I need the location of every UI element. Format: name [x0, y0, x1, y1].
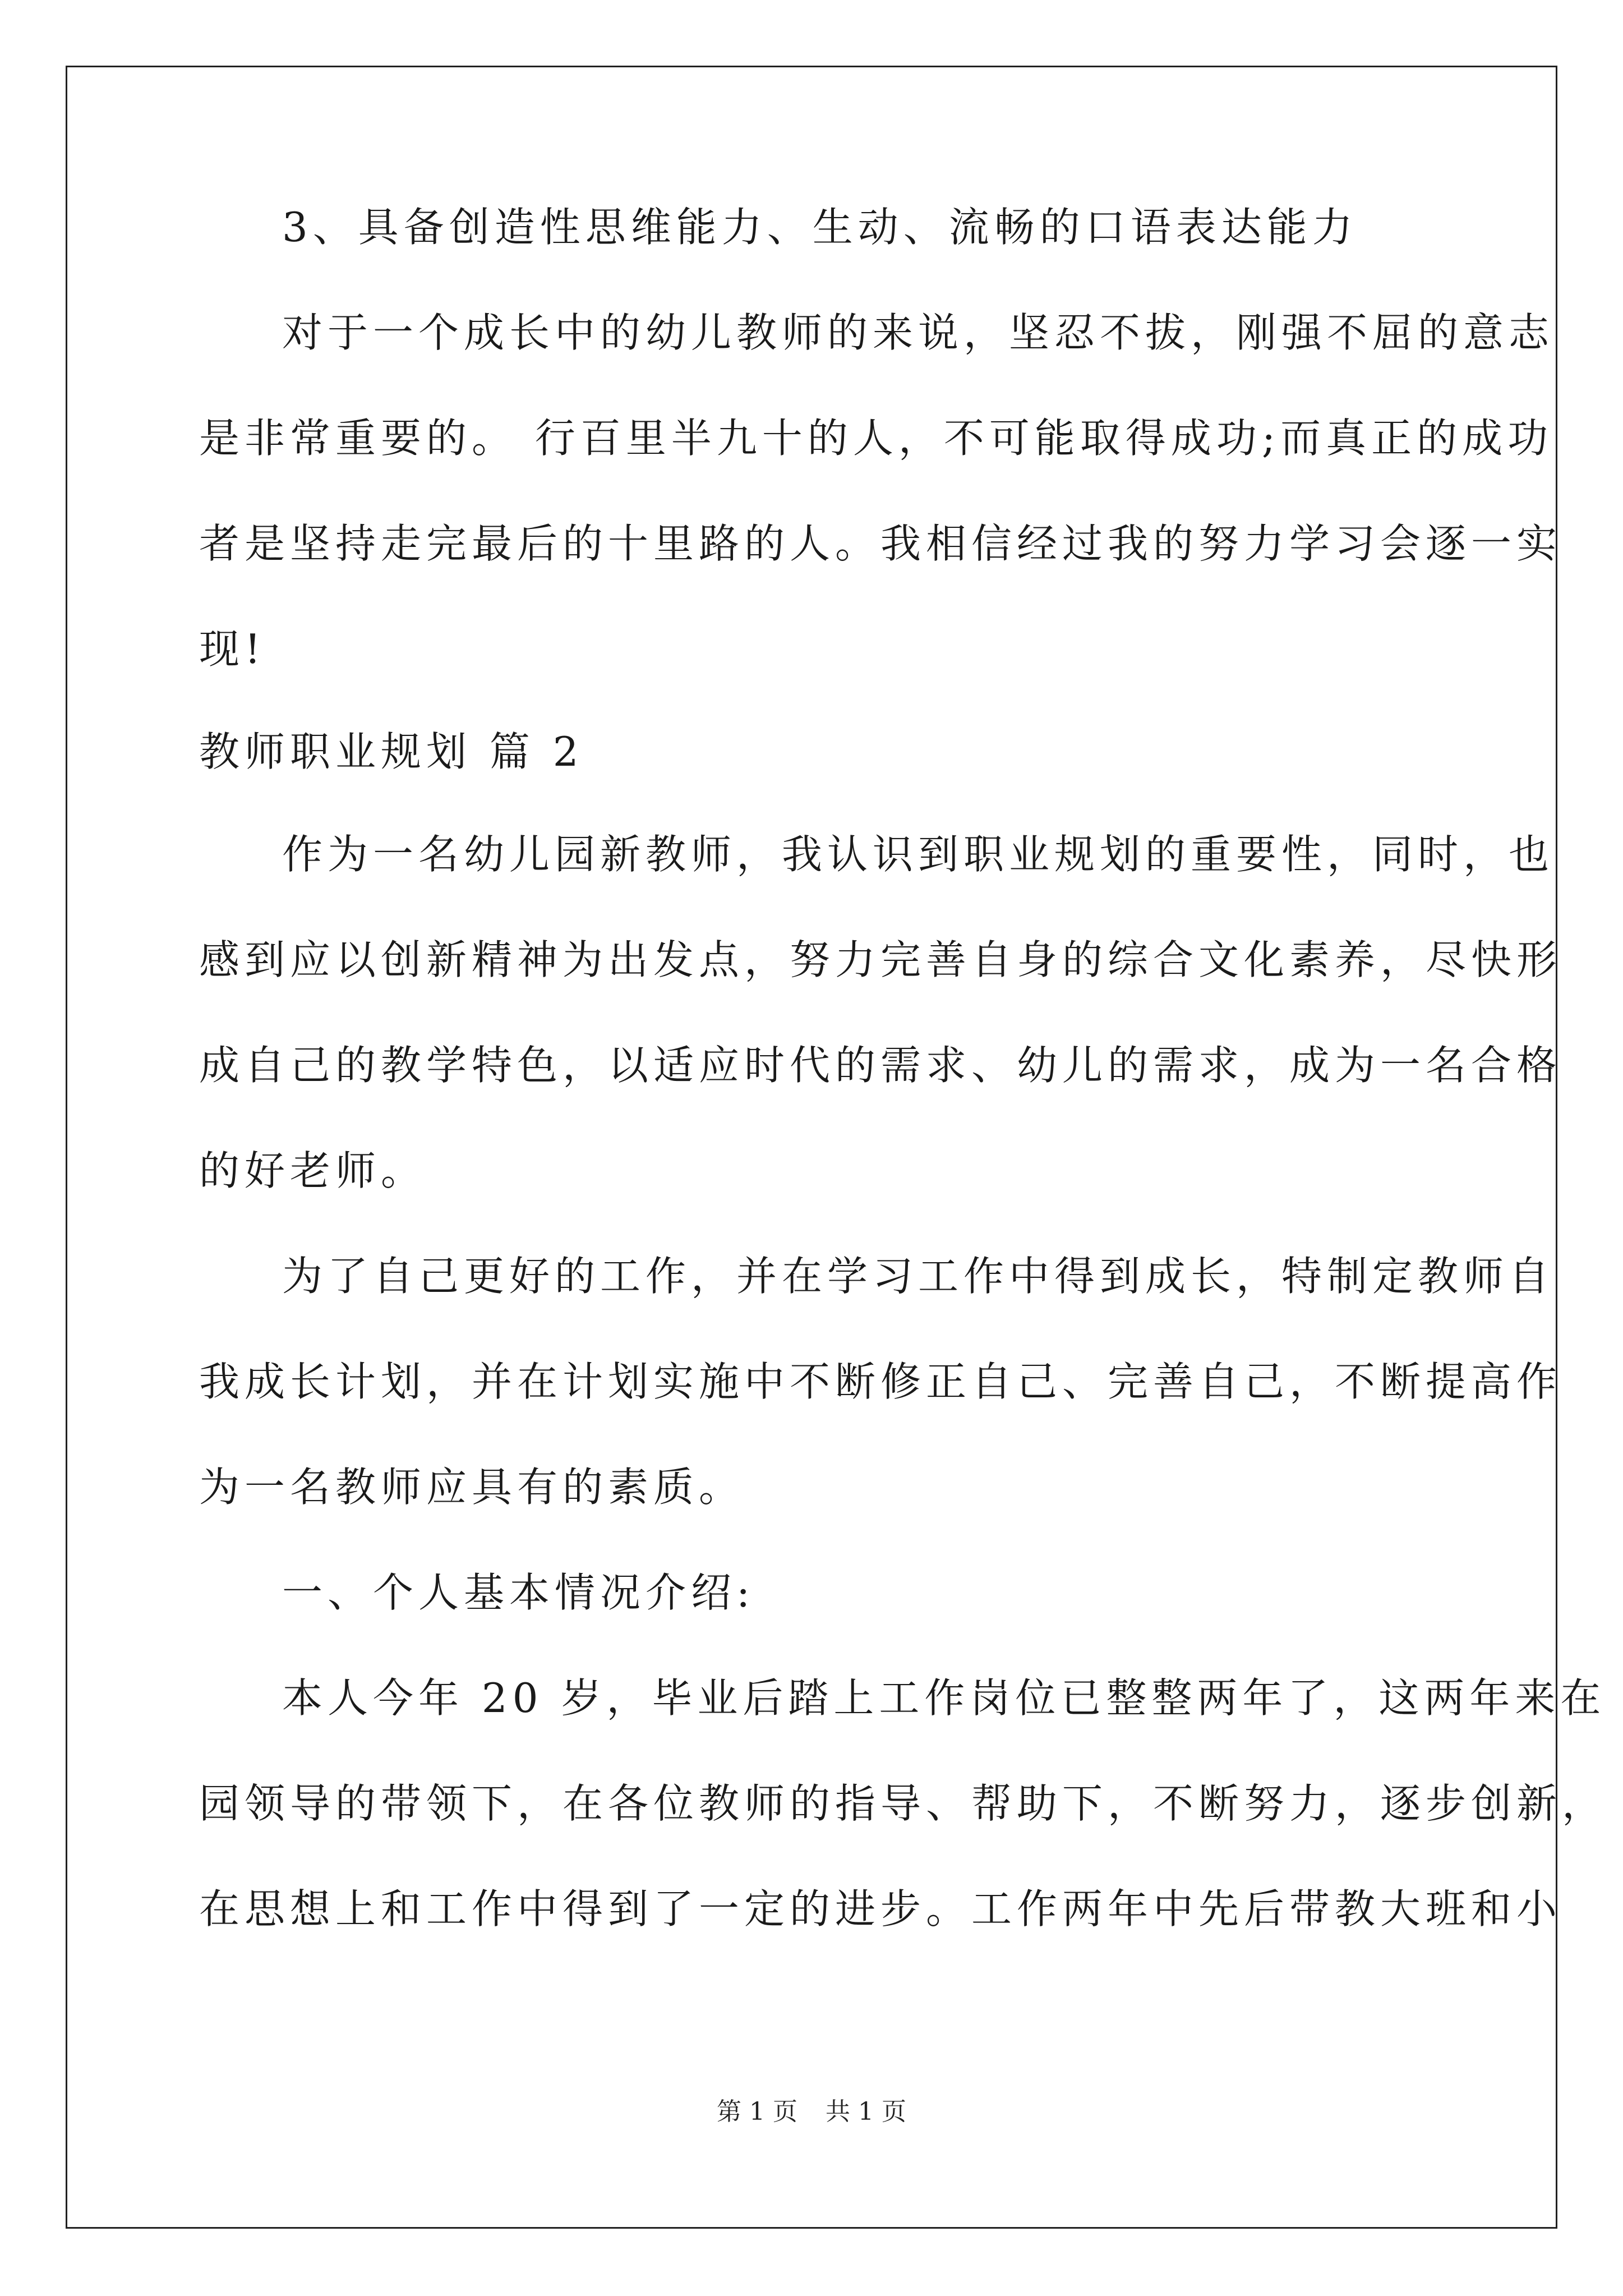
text-line-15: 本人今年 20 岁，毕业后踏上工作岗位已整整两年了，这两年来在: [282, 1674, 1606, 1722]
text-line-3: 是非常重要的。 行百里半九十的人，不可能取得成功;而真正的成功: [199, 415, 1553, 462]
page-total: 共 1 页: [826, 2097, 906, 2126]
page-footer: [0, 2095, 1623, 2129]
text-line-2: 对于一个成长中的幼儿教师的来说，坚忍不拔，刚强不屈的意志: [282, 309, 1555, 356]
text-line-8: 感到应以创新精神为出发点，努力完善自身的综合文化素养，尽快形: [199, 936, 1562, 983]
text-line-14: 一、个人基本情况介绍:: [282, 1569, 755, 1616]
text-line-4: 者是坚持走完最后的十里路的人。我相信经过我的努力学习会逐一实: [199, 520, 1562, 567]
text-line-13: 为一名教师应具有的素质。: [199, 1464, 745, 1511]
page-number: 第 1 页: [717, 2097, 797, 2126]
section-heading: 教师职业规划 篇 2: [199, 728, 584, 775]
text-line-16: 园领导的带领下，在各位教师的指导、帮助下，不断努力，逐步创新，: [199, 1780, 1608, 1827]
text-line-11: 为了自己更好的工作，并在学习工作中得到成长，特制定教师自: [282, 1253, 1555, 1300]
text-line-5: 现!: [199, 625, 266, 673]
text-line-1: 3、具备创造性思维能力、生动、流畅的口语表达能力: [282, 204, 1358, 251]
text-line-12: 我成长计划，并在计划实施中不断修正自己、完善自己，不断提高作: [199, 1358, 1562, 1405]
text-line-7: 作为一名幼儿园新教师，我认识到职业规划的重要性，同时，也: [282, 831, 1555, 878]
text-line-17: 在思想上和工作中得到了一定的进步。工作两年中先后带教大班和小: [199, 1885, 1562, 1932]
text-line-9: 成自己的教学特色，以适应时代的需求、幼儿的需求，成为一名合格: [199, 1042, 1562, 1089]
text-line-10: 的好老师。: [199, 1147, 427, 1194]
